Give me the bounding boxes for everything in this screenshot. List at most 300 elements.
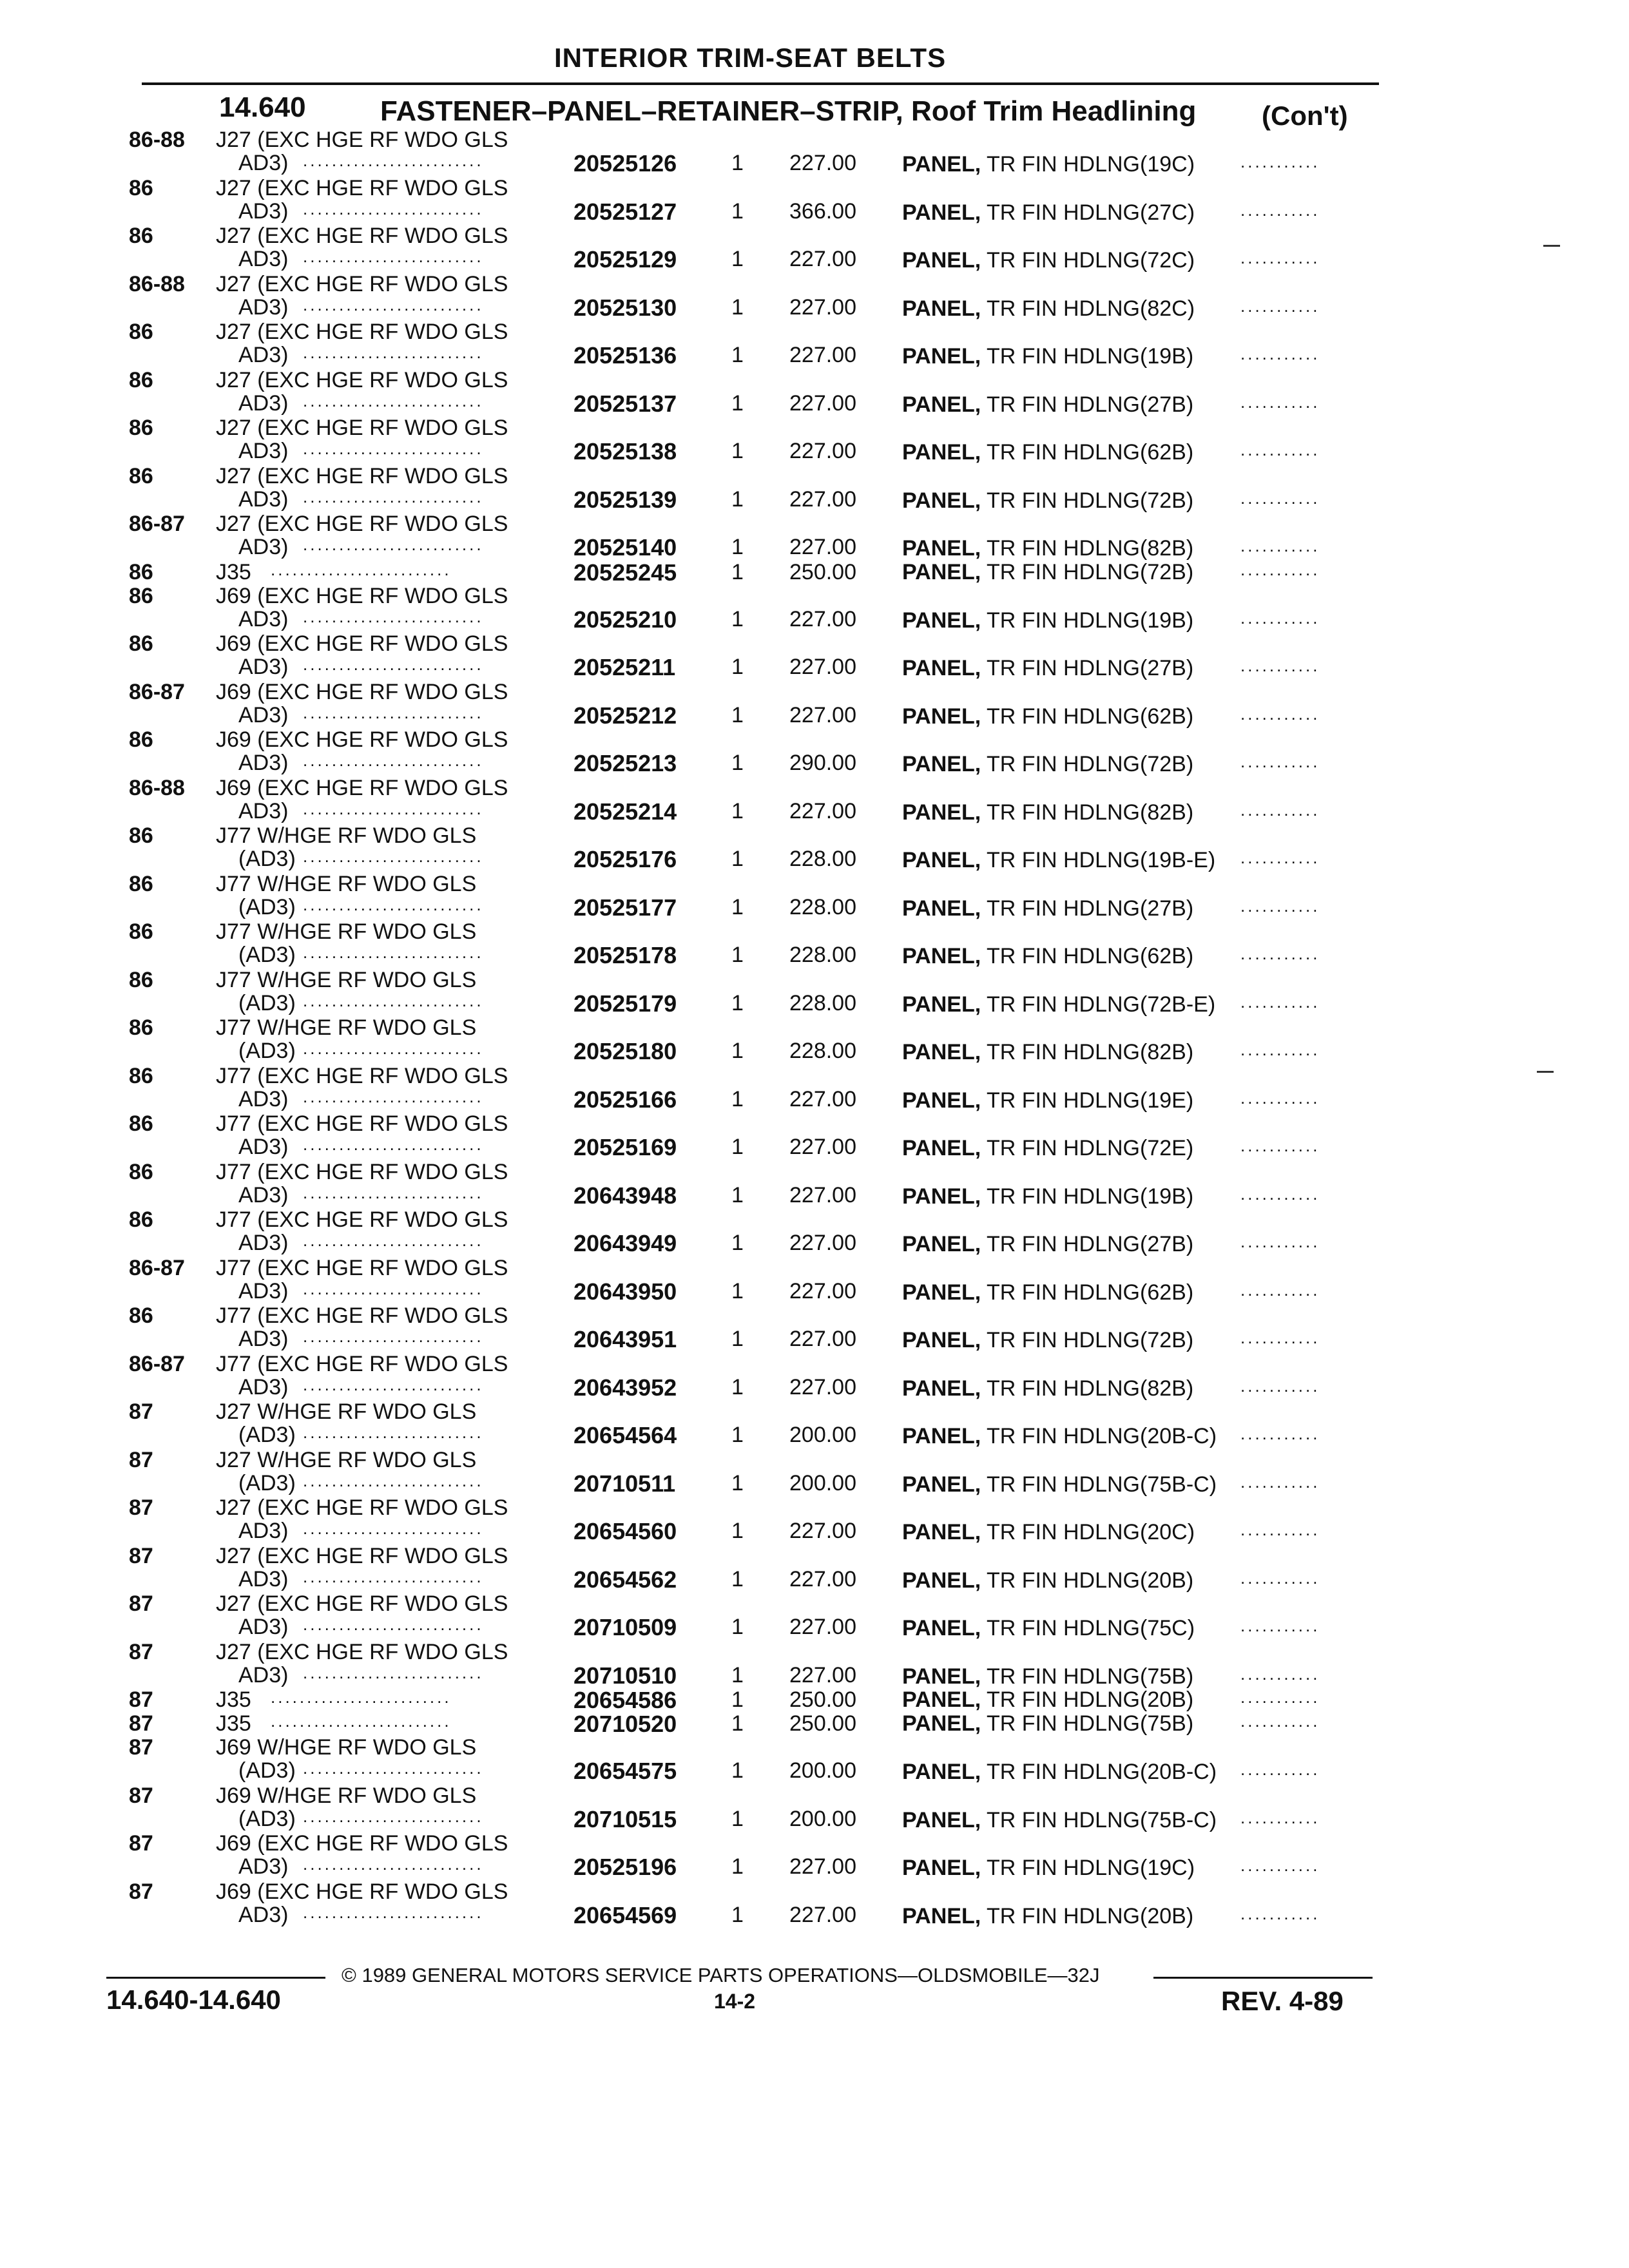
description-leader-dots: ........... (1240, 1233, 1320, 1250)
description-leader-dots: ........... (1240, 537, 1320, 554)
option-code: J77 (EXC HGE RF WDO GLS (216, 1159, 508, 1184)
description (902, 202, 1195, 224)
price: 250.00 (789, 1711, 856, 1736)
description-leader-dots: ........... (1240, 1137, 1320, 1154)
leader-dots: ......................... (303, 440, 484, 457)
option-code-cont: AD3) (238, 1135, 289, 1159)
description (902, 1570, 1193, 1591)
page-number: 14-2 (714, 1990, 756, 2013)
option-code: J77 (EXC HGE RF WDO GLS (216, 1111, 508, 1136)
leader-dots: ......................... (303, 1184, 484, 1201)
option-code-cont: AD3) (238, 486, 289, 512)
description-text: TR FIN HDLNG(82C) (987, 296, 1195, 321)
model-years: 87 (129, 1639, 153, 1664)
description-text: TR FIN HDLNG(82B) (987, 800, 1194, 825)
option-code: J69 W/HGE RF WDO GLS (216, 1735, 477, 1760)
list-item (0, 1497, 1629, 1545)
option-code-cont: AD3) (238, 1231, 289, 1255)
price: 250.00 (789, 559, 856, 584)
description-prefix: PANEL, (902, 1232, 981, 1256)
option-code-cont: (AD3) (238, 1470, 296, 1495)
description (902, 1425, 1217, 1447)
description-prefix: PANEL, (902, 440, 981, 465)
list-item (0, 369, 1629, 418)
part-number: 20654569 (574, 1901, 677, 1928)
option-code-cont: (AD3) (238, 990, 296, 1015)
price: 228.00 (789, 894, 856, 919)
leader-dots: ......................... (303, 344, 484, 361)
leader-dots: ......................... (303, 1424, 484, 1441)
list-item (0, 1713, 1629, 1736)
price: 227.00 (789, 247, 856, 271)
price: 227.00 (789, 390, 856, 416)
price: 227.00 (789, 1566, 856, 1591)
description (902, 898, 1193, 919)
quantity: 1 (731, 1711, 744, 1736)
description (902, 1090, 1193, 1111)
list-item (0, 681, 1629, 729)
part-number: 20525177 (574, 894, 677, 921)
part-number: 20525139 (574, 486, 677, 513)
option-code: J69 (EXC HGE RF WDO GLS (216, 775, 508, 800)
list-item (0, 417, 1629, 465)
model-years: 86 (129, 727, 153, 752)
quantity: 1 (731, 655, 744, 679)
option-code-cont: AD3) (238, 294, 289, 320)
list-item (0, 1209, 1629, 1257)
price: 227.00 (789, 1231, 856, 1255)
quantity: 1 (731, 990, 744, 1015)
option-code-cont: AD3) (238, 343, 289, 367)
option-code-cont: AD3) (238, 247, 289, 271)
leader-dots: ......................... (303, 608, 484, 625)
part-number: 20643951 (574, 1326, 677, 1352)
part-number: 20710510 (574, 1662, 677, 1689)
description-leader-dots: ........... (1240, 201, 1320, 218)
description (902, 1617, 1195, 1639)
description-text: TR FIN HDLNG(19C) (987, 1856, 1195, 1880)
part-number: 20710509 (574, 1614, 677, 1640)
description-prefix: PANEL, (902, 1807, 981, 1832)
price: 200.00 (789, 1423, 856, 1447)
description (902, 153, 1195, 175)
description (902, 561, 1193, 583)
leader-dots: ......................... (303, 1472, 484, 1489)
leader-dots: ......................... (271, 1689, 452, 1706)
part-number: 20643949 (574, 1230, 677, 1256)
description-text: TR FIN HDLNG(72E) (987, 1136, 1194, 1160)
option-code: J27 (EXC HGE RF WDO GLS (216, 320, 508, 344)
option-code-cont: (AD3) (238, 1039, 296, 1063)
header-rule (142, 82, 1379, 85)
description-text: TR FIN HDLNG(75B-C) (987, 1472, 1217, 1497)
option-code-cont: AD3) (238, 702, 289, 727)
description-prefix: PANEL, (902, 752, 981, 776)
description-text: TR FIN HDLNG(20B) (987, 1568, 1194, 1593)
part-number: 20525179 (574, 990, 677, 1017)
description-prefix: PANEL, (902, 248, 981, 273)
description-text: TR FIN HDLNG(72B) (987, 1328, 1194, 1352)
price: 227.00 (789, 702, 856, 727)
option-code: J27 (EXC HGE RF WDO GLS (216, 1639, 508, 1664)
description (902, 298, 1195, 320)
description (902, 657, 1193, 679)
option-code: J27 (EXC HGE RF WDO GLS (216, 416, 508, 440)
quantity: 1 (731, 1135, 744, 1159)
option-code-cont: (AD3) (238, 943, 296, 967)
model-years: 86 (129, 1207, 153, 1232)
list-item (0, 1065, 1629, 1113)
description-text: TR FIN HDLNG(27B) (987, 896, 1194, 921)
option-code: J77 (EXC HGE RF WDO GLS (216, 1255, 508, 1280)
description-text: TR FIN HDLNG(72B) (987, 559, 1194, 584)
description-prefix: PANEL, (902, 896, 981, 921)
list-item (0, 1689, 1629, 1713)
description (902, 1233, 1193, 1255)
option-code: J27 (EXC HGE RF WDO GLS (216, 367, 508, 392)
leader-dots: ......................... (303, 536, 484, 553)
price: 227.00 (789, 1135, 856, 1159)
description-leader-dots: ........... (1240, 345, 1320, 362)
leader-dots: ......................... (303, 1856, 484, 1872)
description-prefix: PANEL, (902, 1184, 981, 1209)
option-code-cont: AD3) (238, 1615, 289, 1639)
model-years: 86 (129, 367, 153, 392)
price: 227.00 (789, 1182, 856, 1207)
price: 227.00 (789, 294, 856, 320)
description-text: TR FIN HDLNG(20B-C) (987, 1760, 1217, 1784)
option-code: J27 (EXC HGE RF WDO GLS (216, 1543, 508, 1568)
list-item (0, 1832, 1629, 1881)
description-leader-dots: ........... (1240, 705, 1320, 722)
part-number: 20525245 (574, 559, 677, 586)
part-number: 20525169 (574, 1134, 677, 1160)
option-code: J35 (216, 1711, 251, 1736)
model-years: 86-87 (129, 679, 185, 704)
quantity: 1 (731, 1039, 744, 1063)
description-leader-dots: ........... (1240, 561, 1320, 578)
quantity: 1 (731, 1182, 744, 1207)
price: 227.00 (789, 439, 856, 463)
option-code: J77 (EXC HGE RF WDO GLS (216, 1207, 508, 1232)
description-text: TR FIN HDLNG(27B) (987, 656, 1194, 680)
description-text: TR FIN HDLNG(82B) (987, 536, 1194, 561)
option-code: J27 (EXC HGE RF WDO GLS (216, 463, 508, 488)
model-years: 86-88 (129, 775, 185, 800)
option-code: J69 (EXC HGE RF WDO GLS (216, 583, 508, 608)
part-number: 20525130 (574, 294, 677, 321)
quantity: 1 (731, 1278, 744, 1303)
option-code: J69 (EXC HGE RF WDO GLS (216, 1831, 508, 1856)
description (902, 1041, 1193, 1063)
list-item (0, 1641, 1629, 1689)
model-years: 87 (129, 1831, 153, 1856)
model-years: 87 (129, 1735, 153, 1760)
list-item (0, 729, 1629, 777)
quantity: 1 (731, 1758, 744, 1783)
option-code-cont: AD3) (238, 390, 289, 416)
list-item (0, 1305, 1629, 1353)
list-item (0, 1785, 1629, 1833)
description-leader-dots: ........... (1240, 297, 1320, 314)
price: 227.00 (789, 1086, 856, 1111)
description-text: TR FIN HDLNG(20B) (987, 1687, 1194, 1712)
list-item (0, 969, 1629, 1017)
price: 227.00 (789, 655, 856, 679)
price: 250.00 (789, 1687, 856, 1712)
list-item (0, 777, 1629, 825)
option-code: J27 (EXC HGE RF WDO GLS (216, 512, 508, 536)
model-years: 87 (129, 1591, 153, 1616)
description-leader-dots: ........... (1240, 1377, 1320, 1394)
quantity: 1 (731, 1327, 744, 1351)
description-text: TR FIN HDLNG(27C) (987, 200, 1195, 225)
description-prefix: PANEL, (902, 536, 981, 561)
description-prefix: PANEL, (902, 1520, 981, 1544)
quantity: 1 (731, 1470, 744, 1495)
description-leader-dots: ........... (1240, 1689, 1320, 1706)
leader-dots: ......................... (303, 1520, 484, 1537)
part-number: 20525136 (574, 342, 677, 369)
quantity: 1 (731, 1662, 744, 1687)
description-prefix: PANEL, (902, 608, 981, 633)
option-code: J77 W/HGE RF WDO GLS (216, 919, 477, 944)
quantity: 1 (731, 1854, 744, 1879)
description-text: TR FIN HDLNG(27B) (987, 1232, 1194, 1256)
list-item (0, 1449, 1629, 1497)
price: 228.00 (789, 943, 856, 967)
price: 227.00 (789, 1278, 856, 1303)
description (902, 610, 1193, 631)
description-leader-dots: ........... (1240, 393, 1320, 410)
leader-dots: ......................... (303, 1664, 484, 1681)
description-text: TR FIN HDLNG(75B-C) (987, 1807, 1217, 1832)
description-text: TR FIN HDLNG(19B) (987, 608, 1194, 633)
leader-dots: ......................... (303, 296, 484, 313)
option-code: J69 (EXC HGE RF WDO GLS (216, 631, 508, 656)
description-prefix: PANEL, (902, 559, 981, 584)
description-leader-dots: ........... (1240, 1809, 1320, 1826)
price: 227.00 (789, 798, 856, 823)
description-leader-dots: ........... (1240, 753, 1320, 770)
list-item (0, 1161, 1629, 1209)
part-number: 20525211 (574, 654, 676, 680)
leader-dots: ......................... (303, 896, 484, 913)
description-leader-dots: ........... (1240, 1473, 1320, 1490)
description-prefix: PANEL, (902, 848, 981, 872)
quantity: 1 (731, 535, 744, 559)
list-item (0, 561, 1629, 585)
price: 200.00 (789, 1470, 856, 1495)
model-years: 86 (129, 416, 153, 440)
description-prefix: PANEL, (902, 1376, 981, 1401)
leader-dots: ......................... (303, 1760, 484, 1776)
model-years: 86 (129, 1111, 153, 1136)
description-text: TR FIN HDLNG(72B-E) (987, 992, 1216, 1017)
option-code: J69 W/HGE RF WDO GLS (216, 1783, 477, 1808)
part-number: 20525196 (574, 1854, 677, 1880)
description-prefix: PANEL, (902, 1040, 981, 1064)
price: 227.00 (789, 1374, 856, 1399)
part-number: 20710511 (574, 1470, 676, 1497)
option-code: J35 (216, 1687, 251, 1712)
option-code-cont: AD3) (238, 535, 289, 559)
part-number: 20525213 (574, 750, 677, 776)
leader-dots: ......................... (303, 752, 484, 769)
parts-list (0, 129, 1629, 1928)
option-code: J35 (216, 559, 251, 584)
model-years: 86 (129, 1303, 153, 1328)
model-years: 86-87 (129, 1351, 185, 1376)
description-prefix: PANEL, (902, 1088, 981, 1113)
option-code-cont: (AD3) (238, 894, 296, 919)
leader-dots: ......................... (303, 848, 484, 865)
model-years: 86 (129, 224, 153, 248)
description-leader-dots: ........... (1240, 249, 1320, 266)
description-prefix: PANEL, (902, 152, 981, 177)
list-item (0, 465, 1629, 514)
description (902, 753, 1193, 775)
description (902, 1666, 1193, 1687)
list-item (0, 873, 1629, 921)
leader-dots: ......................... (303, 656, 484, 673)
option-code-cont: AD3) (238, 1374, 289, 1399)
description-prefix: PANEL, (902, 488, 981, 513)
description (902, 394, 1193, 416)
part-number: 20525178 (574, 942, 677, 968)
description-prefix: PANEL, (902, 1687, 981, 1712)
part-number: 20643948 (574, 1182, 677, 1209)
description-leader-dots: ........... (1240, 849, 1320, 866)
quantity: 1 (731, 1374, 744, 1399)
description-leader-dots: ........... (1240, 993, 1320, 1010)
option-code: J27 (EXC HGE RF WDO GLS (216, 175, 508, 200)
section-title: INTERIOR TRIM-SEAT BELTS (554, 43, 947, 73)
description (902, 1761, 1217, 1783)
option-code-cont: AD3) (238, 1902, 289, 1927)
part-number: 20525129 (574, 246, 677, 273)
part-number: 20654562 (574, 1566, 677, 1593)
margin-mark (1537, 1071, 1554, 1073)
description-text: TR FIN HDLNG(75C) (987, 1616, 1195, 1640)
price: 227.00 (789, 1902, 856, 1927)
price: 227.00 (789, 343, 856, 367)
part-number: 20525126 (574, 150, 677, 177)
quantity: 1 (731, 943, 744, 967)
model-years: 86 (129, 559, 153, 584)
part-number: 20643950 (574, 1278, 677, 1305)
description (902, 1809, 1217, 1831)
description-prefix: PANEL, (902, 392, 981, 417)
list-item (0, 1017, 1629, 1065)
description-leader-dots: ........... (1240, 1041, 1320, 1058)
model-years: 86 (129, 463, 153, 488)
description-leader-dots: ........... (1240, 1617, 1320, 1634)
model-years: 86 (129, 871, 153, 896)
option-code: J27 (EXC HGE RF WDO GLS (216, 1495, 508, 1520)
leader-dots: ......................... (303, 800, 484, 817)
price: 228.00 (789, 990, 856, 1015)
description-leader-dots: ........... (1240, 1329, 1320, 1346)
leader-dots: ......................... (303, 1616, 484, 1633)
model-years: 86 (129, 631, 153, 656)
quantity: 1 (731, 1086, 744, 1111)
option-code: J27 (EXC HGE RF WDO GLS (216, 128, 508, 152)
model-years: 86 (129, 967, 153, 992)
quantity: 1 (731, 343, 744, 367)
quantity: 1 (731, 751, 744, 775)
part-number: 20525180 (574, 1038, 677, 1064)
option-code: J77 W/HGE RF WDO GLS (216, 967, 477, 992)
description-leader-dots: ........... (1240, 1665, 1320, 1682)
price: 227.00 (789, 535, 856, 559)
price: 366.00 (789, 198, 856, 224)
model-years: 86-88 (129, 128, 185, 152)
list-item (0, 321, 1629, 369)
option-code: J77 (EXC HGE RF WDO GLS (216, 1303, 508, 1328)
quantity: 1 (731, 486, 744, 512)
footer-rule-left (106, 1977, 325, 1979)
description-leader-dots: ........... (1240, 489, 1320, 506)
price: 227.00 (789, 1327, 856, 1351)
description (902, 537, 1193, 559)
quantity: 1 (731, 1615, 744, 1639)
description-text: TR FIN HDLNG(62B) (987, 944, 1194, 968)
description-text: TR FIN HDLNG(19B) (987, 344, 1194, 369)
leader-dots: ......................... (303, 1280, 484, 1297)
description (902, 1474, 1217, 1495)
leader-dots: ......................... (303, 1568, 484, 1585)
price: 200.00 (789, 1806, 856, 1831)
leader-dots: ......................... (271, 561, 452, 578)
description (902, 1905, 1193, 1927)
model-years: 87 (129, 1711, 153, 1736)
description-prefix: PANEL, (902, 1664, 981, 1689)
description-prefix: PANEL, (902, 992, 981, 1017)
description (902, 490, 1193, 512)
list-item (0, 1593, 1629, 1641)
description-text: TR FIN HDLNG(19B) (987, 1184, 1194, 1209)
description (902, 1713, 1193, 1735)
description-leader-dots: ........... (1240, 441, 1320, 458)
leader-dots: ......................... (303, 1328, 484, 1345)
description-leader-dots: ........... (1240, 1905, 1320, 1922)
description-prefix: PANEL, (902, 704, 981, 729)
price: 227.00 (789, 1519, 856, 1543)
description-prefix: PANEL, (902, 1856, 981, 1880)
price: 227.00 (789, 486, 856, 512)
description-text: TR FIN HDLNG(20B-C) (987, 1424, 1217, 1448)
part-number: 20525176 (574, 846, 677, 872)
description-text: TR FIN HDLNG(19C) (987, 152, 1195, 177)
model-years: 86-87 (129, 512, 185, 536)
description-leader-dots: ........... (1240, 609, 1320, 626)
quantity: 1 (731, 1687, 744, 1712)
option-code-cont: AD3) (238, 751, 289, 775)
description-prefix: PANEL, (902, 1424, 981, 1448)
model-years: 87 (129, 1399, 153, 1424)
option-code-cont: AD3) (238, 1278, 289, 1303)
quantity: 1 (731, 390, 744, 416)
description (902, 802, 1193, 823)
description-text: TR FIN HDLNG(72C) (987, 248, 1195, 273)
option-code-cont: AD3) (238, 1662, 289, 1687)
description-text: TR FIN HDLNG(19B-E) (987, 848, 1216, 872)
footer-rule-right (1153, 1977, 1373, 1979)
description-text: TR FIN HDLNG(62B) (987, 440, 1194, 465)
part-number: 20710520 (574, 1711, 677, 1737)
option-code-cont: AD3) (238, 1182, 289, 1207)
